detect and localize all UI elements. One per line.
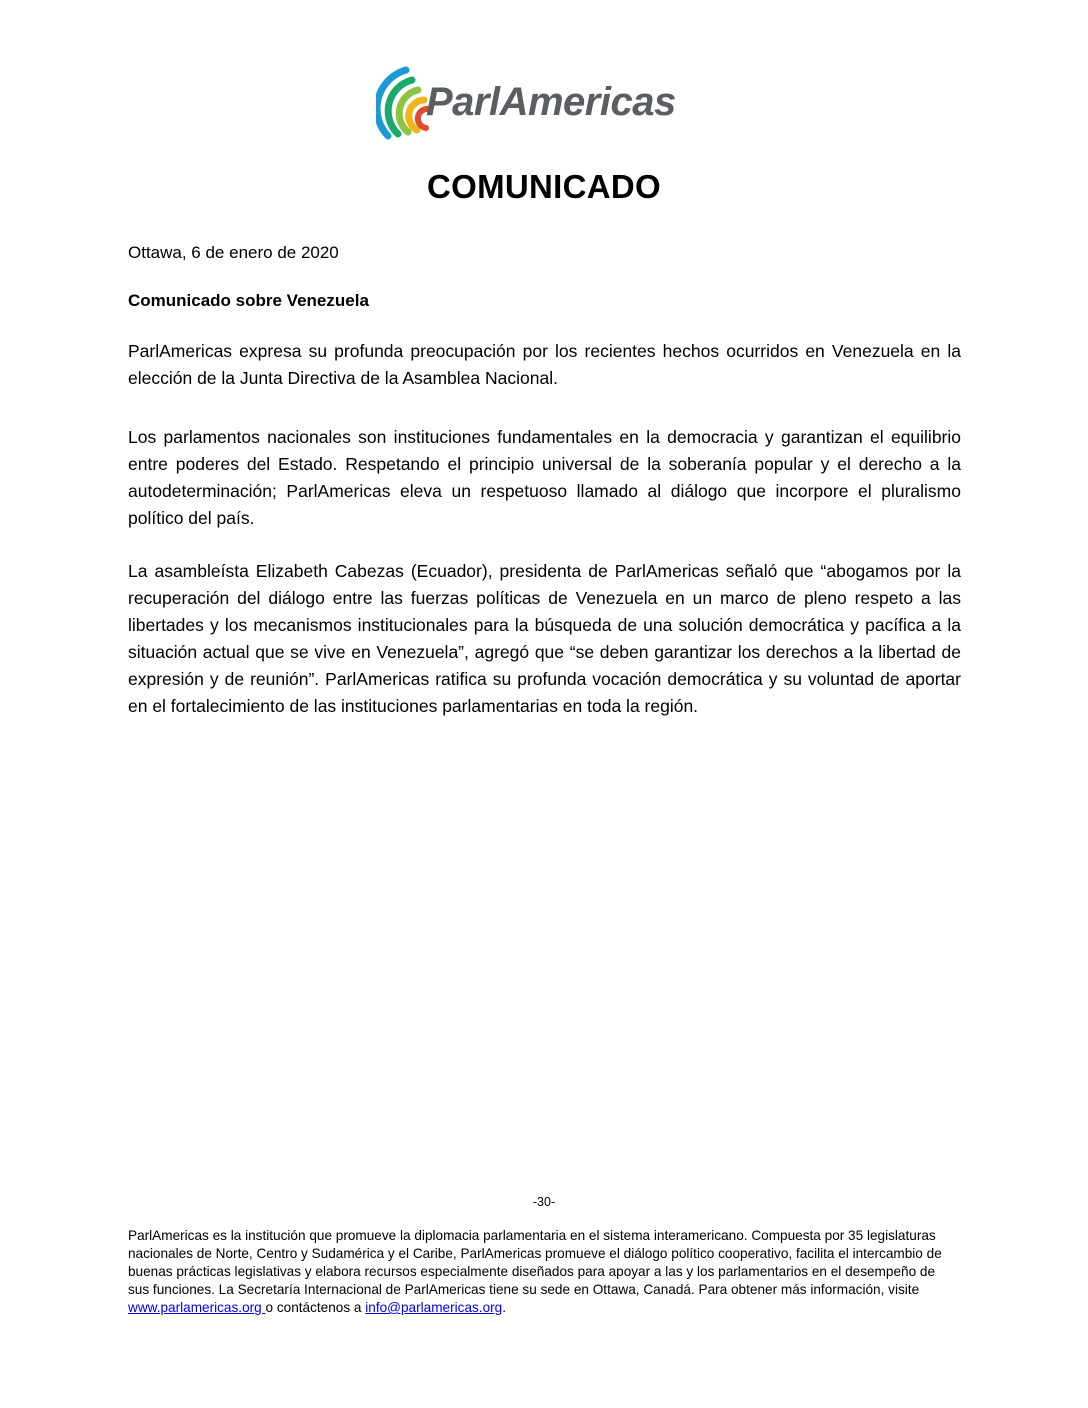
- page-number: -30-: [532, 1195, 556, 1209]
- footer-text-after: .: [502, 1300, 506, 1315]
- subject-heading: Comunicado sobre Venezuela: [128, 291, 369, 310]
- body-paragraph-3: La asambleísta Elizabeth Cabezas (Ecuador), presidenta de ParlAmericas señaló que “abogamos por la recuperación del diálogo entre las fuerzas políticas de Venezuela en un marco de pleno respeto a las libertades y los mecanismos institucionales para la búsqueda de una solución democrática y pacífica a la situación actual que se vive en Venezuela”, agregó que “se deben garantizar los derechos a la libertad de expresión y de reunión”. ParlAmericas ratifica su profunda vocación democrática y su voluntad de aportar en el fortalecimiento de las instituciones parlamentarias en toda la región.: [128, 561, 961, 716]
- document-title: COMUNICADO: [427, 168, 661, 205]
- body-paragraph-1: ParlAmericas expresa su profunda preocupación por los recientes hechos ocurridos en Venezuela en la elección de la Junta Directiva de la Asamblea Nacional.: [128, 341, 961, 388]
- footer-text-before: ParlAmericas es la institución que promueve la diplomacia parlamentaria en el sistema interamericano. Compuesta por 35 legislaturas nacionales de Norte, Centro y Sudamérica y el Caribe, ParlAmericas promueve el diálogo político cooperativo, facilita el intercambio de buenas prácticas legislativas y elabora recursos especialmente diseñados para apoyar a las y los parlamentarios en el desempeño de sus funciones. La Secretaría Internacional de ParlAmericas tiene su sede en Ottawa, Canadá. Para obtener más información, visite: [128, 1228, 942, 1297]
- dateline: Ottawa, 6 de enero de 2020: [128, 243, 339, 262]
- logo-text: ParlAmericas: [426, 80, 676, 124]
- parlamericas-logo: [376, 56, 696, 152]
- website-link[interactable]: www.parlamericas.org: [128, 1300, 266, 1315]
- email-link[interactable]: info@parlamericas.org: [365, 1300, 503, 1315]
- footer-text-middle: o contáctenos a: [265, 1300, 366, 1315]
- footer-text: [128, 1227, 948, 1317]
- body-paragraph-2: Los parlamentos nacionales son instituciones fundamentales en la democracia y garantizan el equilibrio entre poderes del Estado. Respetando el principio universal de la soberanía popular y el derecho a la autodeterminación; ParlAmericas eleva un respetuoso llamado al diálogo que incorpore el pluralismo político del país.: [128, 427, 961, 528]
